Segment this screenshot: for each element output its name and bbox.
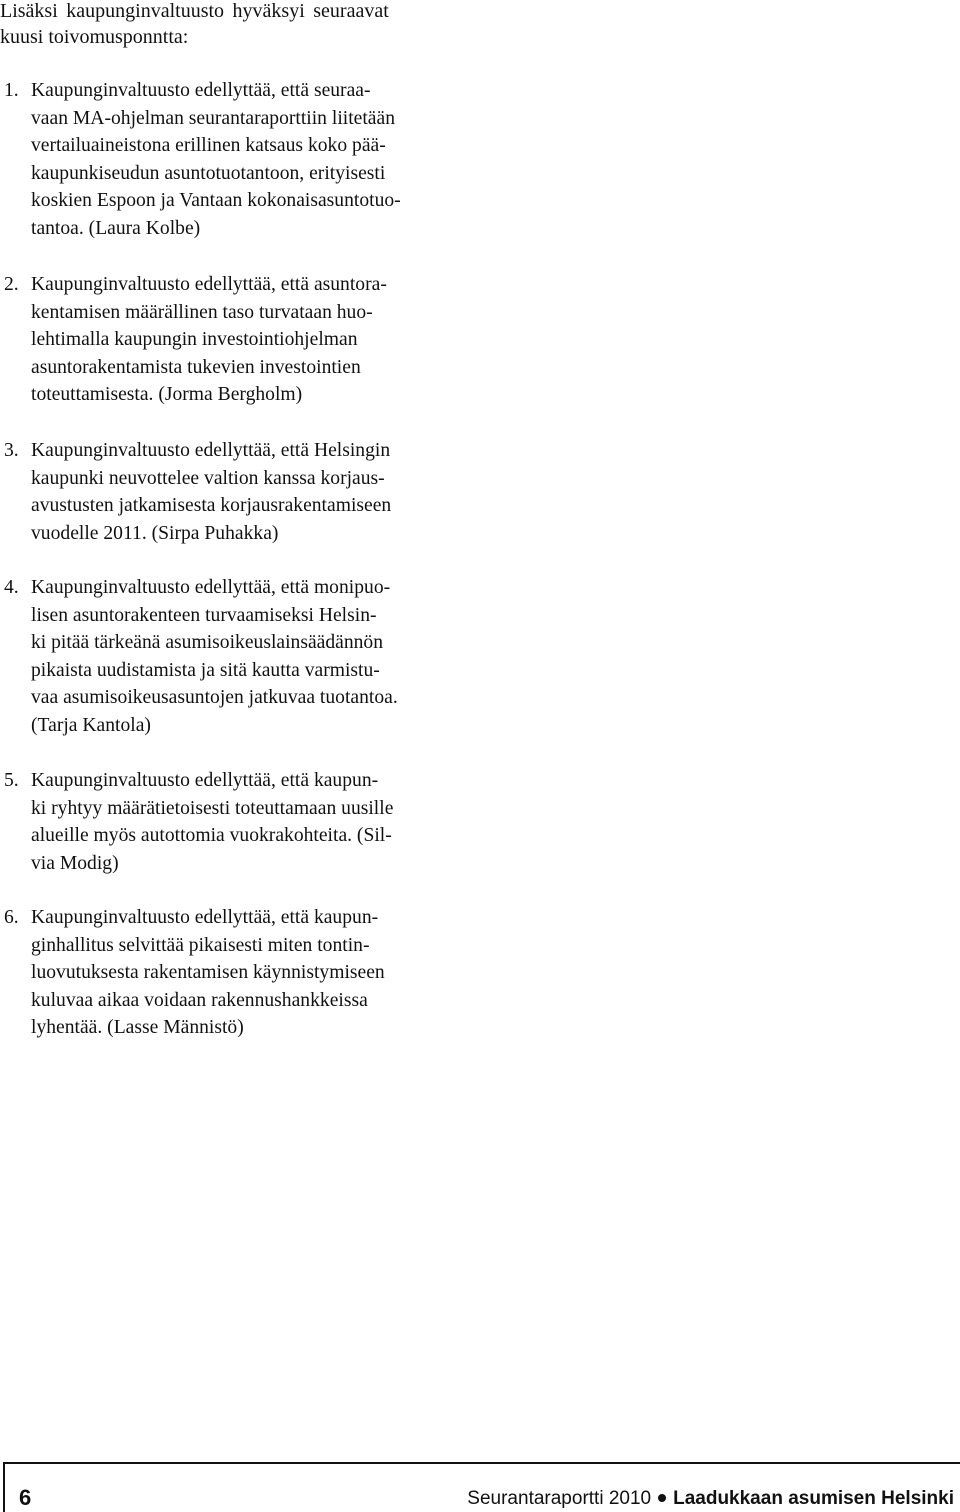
wish-number: 4. (4, 577, 19, 598)
wish-text-line: alueille myös autottomia vuokrakohteita. (Sil- (31, 825, 392, 846)
wish-text-line: pikaista uudistamista ja sitä kautta varmistu- (31, 659, 380, 681)
wish-item-3 (4, 437, 464, 547)
footer-vertical-rule (3, 1462, 5, 1512)
wish-text-line: tantoa. (Laura Kolbe) (31, 217, 201, 239)
wish-text-line: lisen asuntorakenteen turvaamiseksi Helsin- (31, 604, 377, 626)
wish-number: 5. (4, 770, 19, 791)
page-number: 6 (19, 1485, 32, 1510)
wish-text-line: Kaupunginvaltuusto edellyttää, että kaupun- (31, 770, 379, 791)
wish-text-line: Kaupunginvaltuusto edellyttää, että Helsingin (31, 440, 391, 461)
wish-text-line: ginhallitus selvittää pikaisesti miten tontin- (31, 934, 370, 956)
wish-text-line: Kaupunginvaltuusto edellyttää, että kaupun- (31, 907, 379, 928)
wish-text-line: via Modig) (31, 852, 119, 874)
wish-text-line: asuntorakentamista tukevien investointien (31, 356, 361, 378)
footer-title (467, 1487, 954, 1511)
wish-text-line: koskien Espoon ja Vantaan kokonaisasuntotuo- (31, 190, 401, 211)
wish-number: 2. (4, 274, 19, 295)
wish-item-2 (4, 271, 464, 409)
wish-text-line: toteuttamisesta. (Jorma Bergholm) (31, 384, 303, 405)
bullet-icon (658, 1494, 666, 1502)
wish-text-line: vuodelle 2011. (Sirpa Puhakka) (31, 522, 279, 544)
wish-text-line: lyhentää. (Lasse Männistö) (31, 1017, 244, 1038)
wish-text-line: lehtimalla kaupungin investointiohjelman (31, 329, 358, 350)
intro-line-1: Lisäksi kaupunginvaltuusto hyväksyi seuraavat (0, 0, 389, 22)
wish-item-5 (4, 767, 464, 877)
wish-text-line: Kaupunginvaltuusto edellyttää, että asuntora- (31, 274, 387, 295)
wish-text-line: kentamisen määrällinen taso turvataan huo- (31, 301, 373, 323)
wish-text-line: (Tarja Kantola) (31, 714, 151, 736)
wish-text-line: ki pitää tärkeänä asumisoikeuslainsäädännön (31, 632, 384, 653)
wish-text-line: vertailuaineistona erillinen katsaus koko pää- (31, 135, 386, 156)
wish-item-6 (4, 904, 464, 1042)
wish-text-line: Kaupunginvaltuusto edellyttää, että monipuo- (31, 577, 391, 598)
publication-subtitle: Laadukkaan asumisen Helsinki (673, 1488, 954, 1509)
wish-text-line: vaa asumisoikeusasuntojen jatkuvaa tuotantoa. (31, 687, 398, 708)
wish-text-line: luovutuksesta rakentamisen käynnistymiseen (31, 962, 385, 983)
wish-text-line: kaupunki neuvottelee valtion kanssa korjaus- (31, 467, 385, 489)
wish-text-line: kuluvaa aikaa voidaan rakennushankkeissa (31, 989, 368, 1011)
wish-text-line: avustusten jatkamisesta korjausrakentamiseen (31, 495, 392, 516)
wish-text-line: vaan MA-ohjelman seurantaraporttiin liitetään (31, 107, 395, 129)
wish-item-4 (4, 574, 464, 739)
publication-name: Seurantaraportti 2010 (467, 1488, 652, 1509)
footer-divider (3, 1462, 960, 1464)
wish-item-1 (4, 77, 464, 242)
wish-number: 3. (4, 440, 19, 461)
wish-number: 1. (4, 80, 19, 101)
intro-line-2: kuusi toivomusponntta: (0, 26, 189, 48)
wish-text-line: ki ryhtyy määrätietoisesti toteuttamaan uusille (31, 797, 394, 819)
wish-text-line: Kaupunginvaltuusto edellyttää, että seuraa- (31, 80, 371, 101)
wish-text-line: kaupunkiseudun asuntotuotantoon, erityisesti (31, 162, 386, 184)
wish-number: 6. (4, 907, 19, 928)
